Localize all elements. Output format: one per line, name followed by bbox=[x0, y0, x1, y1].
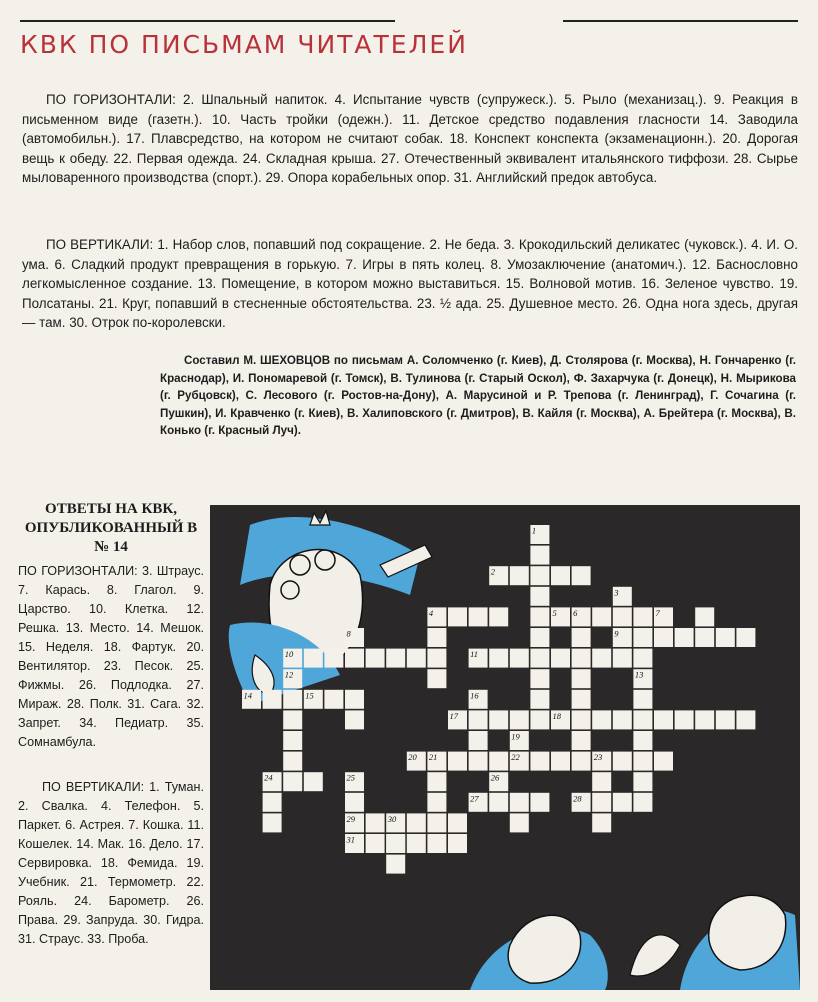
grid-number: 28 bbox=[573, 793, 582, 804]
grid-cell[interactable] bbox=[489, 649, 508, 668]
grid-cell[interactable] bbox=[469, 731, 488, 750]
grid-cell[interactable] bbox=[386, 649, 405, 668]
grid-cell[interactable] bbox=[366, 834, 385, 853]
grid-cell[interactable] bbox=[654, 628, 673, 647]
grid-cell[interactable] bbox=[592, 772, 611, 791]
grid-cell[interactable] bbox=[572, 566, 591, 585]
grid-cell[interactable] bbox=[448, 834, 467, 853]
grid-cell[interactable] bbox=[572, 649, 591, 668]
grid-cell[interactable] bbox=[510, 566, 529, 585]
grid-cell[interactable] bbox=[510, 649, 529, 668]
grid-cell[interactable] bbox=[263, 793, 282, 812]
grid-cell[interactable] bbox=[304, 772, 323, 791]
grid-number: 3 bbox=[614, 587, 619, 598]
grid-number: 9 bbox=[614, 628, 619, 639]
grid-cell[interactable] bbox=[530, 793, 549, 812]
grid-cell[interactable] bbox=[407, 649, 426, 668]
grid-number: 26 bbox=[490, 772, 500, 783]
grid-cell[interactable] bbox=[448, 813, 467, 832]
grid-cell[interactable] bbox=[427, 669, 446, 688]
top-rule-left bbox=[20, 20, 395, 22]
grid-cell[interactable] bbox=[469, 752, 488, 771]
grid-number: 8 bbox=[346, 628, 351, 639]
grid-cell[interactable] bbox=[633, 710, 652, 729]
grid-cell[interactable] bbox=[510, 793, 529, 812]
grid-cell[interactable] bbox=[633, 793, 652, 812]
grid-number: 15 bbox=[305, 690, 314, 701]
grid-cell[interactable] bbox=[572, 710, 591, 729]
answers-title: ОТВЕТЫ НА КВК, ОПУБЛИКОВАННЫЙ В № 14 bbox=[24, 501, 198, 555]
arguing-people-illustration bbox=[470, 895, 800, 990]
grid-cell[interactable] bbox=[283, 731, 302, 750]
grid-cell[interactable] bbox=[572, 690, 591, 709]
grid-number: 23 bbox=[593, 752, 603, 763]
grid-number: 6 bbox=[573, 607, 578, 618]
grid-cell[interactable] bbox=[283, 772, 302, 791]
grid-cell[interactable] bbox=[613, 793, 632, 812]
grid-cell[interactable] bbox=[324, 690, 343, 709]
grid-number: 5 bbox=[552, 607, 557, 618]
grid-cell[interactable] bbox=[633, 772, 652, 791]
grid-cell[interactable] bbox=[448, 752, 467, 771]
grid-number: 29 bbox=[346, 813, 355, 824]
grid-cell[interactable] bbox=[469, 607, 488, 626]
grid-number: 16 bbox=[470, 690, 479, 701]
grid-cell[interactable] bbox=[592, 793, 611, 812]
grid-number: 14 bbox=[243, 690, 252, 701]
grid-cell[interactable] bbox=[592, 710, 611, 729]
grid-cell[interactable] bbox=[469, 710, 488, 729]
grid-cell[interactable] bbox=[448, 607, 467, 626]
grid-number: 25 bbox=[346, 772, 355, 783]
top-rule-right bbox=[563, 20, 798, 22]
grid-cell[interactable] bbox=[530, 752, 549, 771]
grid-cell[interactable] bbox=[345, 710, 364, 729]
down-clues: ПО ВЕРТИКАЛИ: 1. Набор слов, попавший под сокращение. 2. Не беда. 3. Крокодильский деликатес (чуковск.). 4. И. О. ума. 6. Сладкий продукт превращения в горькую. 7. Игры в пять колец. 8. Умозаключение (анатомич.). 12. Баснословно легкомысленное создание. 13. Помещение, в котором можно выставиться. 15. Волновой мотив. 16. Зеленое чувство. 19. Полсатаны. 21. Круг, попавший в стесненные обстоятельства. 23. ½ ада. 25. Душевное место. 26. Одна нога здесь, другая — там. 30. Отрок по-королевски. bbox=[22, 237, 798, 330]
grid-number: 18 bbox=[552, 710, 561, 721]
grid-number: 22 bbox=[511, 752, 520, 763]
grid-cell[interactable] bbox=[736, 628, 755, 647]
grid-number: 31 bbox=[346, 834, 355, 845]
grid-cell[interactable] bbox=[283, 752, 302, 771]
grid-cell[interactable] bbox=[716, 710, 735, 729]
grid-number: 30 bbox=[387, 813, 397, 824]
grid-cell[interactable] bbox=[695, 710, 714, 729]
grid-cell[interactable] bbox=[489, 710, 508, 729]
grid-cell[interactable] bbox=[530, 607, 549, 626]
grid-cell[interactable] bbox=[283, 690, 302, 709]
answers-across: ПО ГОРИЗОНТАЛИ: 3. Штраус. 7. Карась. 8. Глагол. 9. Царство. 10. Клетка. 12. Решка. 13. Место. 14. Мешок. 15. Неделя. 18. Фартук. 20. Вентилятор. 23. Песок. 25. Фижмы. 26. Подлодка. 27. Мираж. 28. Полк. 31. Сага. 32. Запрет. 34. Педиатр. 35. Сомнамбула. bbox=[18, 564, 204, 749]
grid-number: 20 bbox=[408, 752, 417, 763]
grid-cell[interactable] bbox=[613, 710, 632, 729]
grid-cell[interactable] bbox=[345, 649, 364, 668]
king-illustration bbox=[229, 511, 432, 705]
grid-cell[interactable] bbox=[427, 772, 446, 791]
grid-number: 11 bbox=[470, 649, 478, 660]
grid-cell[interactable] bbox=[551, 649, 570, 668]
grid-cell[interactable] bbox=[572, 669, 591, 688]
grid-cell[interactable] bbox=[551, 566, 570, 585]
grid-cell[interactable] bbox=[263, 813, 282, 832]
grid-cell[interactable] bbox=[489, 607, 508, 626]
grid-cell[interactable] bbox=[489, 752, 508, 771]
grid-cell[interactable] bbox=[407, 834, 426, 853]
grid-cell[interactable] bbox=[427, 649, 446, 668]
grid-cell[interactable] bbox=[489, 793, 508, 812]
grid-number: 17 bbox=[449, 710, 458, 721]
grid-cell[interactable] bbox=[427, 628, 446, 647]
grid-cell[interactable] bbox=[675, 628, 694, 647]
grid-cell[interactable] bbox=[572, 628, 591, 647]
grid-cell[interactable] bbox=[530, 649, 549, 668]
grid-cell[interactable] bbox=[386, 855, 405, 874]
grid-cell[interactable] bbox=[366, 649, 385, 668]
grid-cell[interactable] bbox=[530, 690, 549, 709]
grid-cell[interactable] bbox=[695, 628, 714, 647]
page-title: КВК ПО ПИСЬМАМ ЧИТАТЕЛЕЙ bbox=[20, 30, 468, 59]
grid-cell[interactable] bbox=[633, 731, 652, 750]
grid-cell[interactable] bbox=[283, 710, 302, 729]
grid-cell[interactable] bbox=[304, 649, 323, 668]
grid-number: 7 bbox=[655, 607, 660, 618]
grid-cell[interactable] bbox=[345, 793, 364, 812]
grid-number: 27 bbox=[470, 793, 479, 804]
grid-cell[interactable] bbox=[633, 649, 652, 668]
grid-cell[interactable] bbox=[572, 731, 591, 750]
grid-cell[interactable] bbox=[427, 813, 446, 832]
grid-number: 4 bbox=[428, 607, 434, 618]
grid-number: 2 bbox=[490, 566, 495, 577]
grid-cell[interactable] bbox=[633, 752, 652, 771]
grid-cell[interactable] bbox=[572, 752, 591, 771]
grid-cell[interactable] bbox=[530, 710, 549, 729]
grid-cell[interactable] bbox=[592, 607, 611, 626]
across-clues: ПО ГОРИЗОНТАЛИ: 2. Шпальный напиток. 4. Испытание чувств (супружеск.). 5. Рыло (механизац.). 9. Реакция в письменном виде (газетн.). 10. Часть тройки (одежн.). 11. Детское средство подавления гласности 14. Заводила (автомобильн.). 17. Плавсредство, на котором не считают собак. 18. Конспект конспекта (экзаменационн.). 20. Дорогая вещь к обеду. 22. Первая одежда. 24. Складная крыша. 27. Отечественный эквивалент итальянского тиффози. 28. Сырье мыловаренного производства (спорт.). 29. Опора корабельных опор. 31. Английский предок автобуса. bbox=[22, 92, 798, 185]
grid-number: 19 bbox=[511, 731, 520, 742]
grid-cell[interactable] bbox=[551, 752, 570, 771]
grid-cell[interactable] bbox=[345, 690, 364, 709]
grid-number: 1 bbox=[531, 525, 537, 536]
grid-number: 21 bbox=[428, 752, 438, 763]
grid-cell[interactable] bbox=[510, 710, 529, 729]
grid-cell[interactable] bbox=[427, 793, 446, 812]
crossword-puzzle bbox=[210, 505, 800, 990]
answers-down: ПО ВЕРТИКАЛИ: 1. Туман. 2. Свалка. 4. Телефон. 5. Паркет. 6. Астрея. 7. Кошка. 11. Кошелек. 14. Мак. 16. Дело. 17. Сервировка. 18. Фемида. 19. Учебник. 21. Термометр. 22. Рояль. 24. Барометр. 26. Права. 29. Запруда. 30. Гидра. 31. Страус. 33. Проба. bbox=[18, 780, 204, 946]
grid-cell[interactable] bbox=[613, 752, 632, 771]
grid-number: 13 bbox=[634, 669, 644, 680]
grid-cell[interactable] bbox=[654, 710, 673, 729]
grid-cell[interactable] bbox=[592, 813, 611, 832]
grid-cell[interactable] bbox=[324, 649, 343, 668]
crossword-grid bbox=[210, 505, 800, 990]
grid-cell[interactable] bbox=[736, 710, 755, 729]
grid-cell[interactable] bbox=[510, 813, 529, 832]
grid-number: 10 bbox=[284, 649, 294, 660]
grid-cell[interactable] bbox=[530, 566, 549, 585]
grid-cell[interactable] bbox=[633, 607, 652, 626]
grid-cell[interactable] bbox=[695, 607, 714, 626]
grid-cell[interactable] bbox=[530, 546, 549, 565]
grid-cell[interactable] bbox=[654, 752, 673, 771]
grid-number: 12 bbox=[284, 669, 294, 680]
grid-cell[interactable] bbox=[592, 649, 611, 668]
grid-cell[interactable] bbox=[530, 628, 549, 647]
grid-cell[interactable] bbox=[675, 710, 694, 729]
grid-cell[interactable] bbox=[633, 628, 652, 647]
grid-cell[interactable] bbox=[407, 813, 426, 832]
grid-cell[interactable] bbox=[530, 669, 549, 688]
grid-cell[interactable] bbox=[613, 607, 632, 626]
grid-number: 24 bbox=[264, 772, 273, 783]
grid-cell[interactable] bbox=[633, 690, 652, 709]
grid-cell[interactable] bbox=[366, 813, 385, 832]
grid-cell[interactable] bbox=[613, 649, 632, 668]
grid-cell[interactable] bbox=[386, 834, 405, 853]
grid-cell[interactable] bbox=[427, 834, 446, 853]
credits: Составил М. ШЕХОВЦОВ по письмам А. Соломченко (г. Киев), Д. Столярова (г. Москва), Н. Гончаренко (г. Краснодар), И. Пономаревой (г. Томск), В. Тулинова (г. Старый Оскол), Ф. Захарчука (г. Донецк), Н. Мырикова (г. Рубцовск), С. Лесового (г. Ростов-на-Дону), А. Марусиной и Р. Трепова (г. Ленинград), Г. Сочагина (г. Пушкин), И. Кравченко (г. Киев), В. Халиповского (г. Дмитров), В. Кайля (г. Москва), А. Брейтера (г. Москва), В. Конько (г. Красный Луч). bbox=[160, 354, 796, 437]
grid-cell[interactable] bbox=[716, 628, 735, 647]
grid-cell[interactable] bbox=[530, 587, 549, 606]
grid-cell[interactable] bbox=[263, 690, 282, 709]
